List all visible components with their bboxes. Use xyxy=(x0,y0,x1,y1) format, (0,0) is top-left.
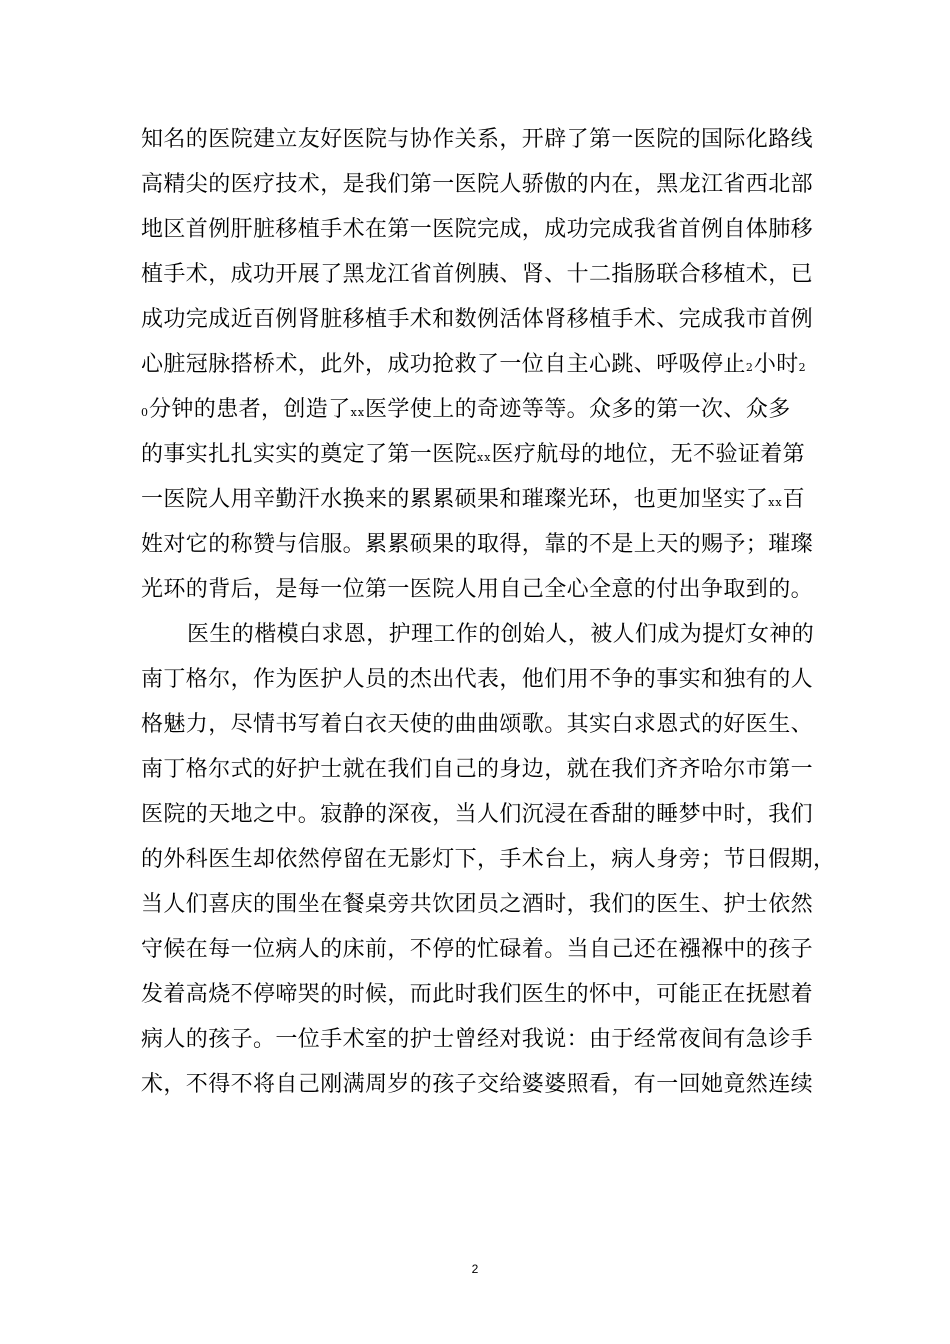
paragraph-line: 当人们喜庆的围坐在餐桌旁共饮团员之酒时，我们的医生、护士依然 xyxy=(141,892,814,917)
line-text: 百 xyxy=(782,487,806,512)
paragraph-line xyxy=(141,350,807,383)
paragraph-line: 医生的楷模白求恩，护理工作的创始人，被人们成为提灯女神的 xyxy=(187,622,815,647)
paragraph-line xyxy=(141,395,791,428)
paragraph-line: 地区首例肝脏移植手术在第一医院完成，成功完成我省首例自体肺移 xyxy=(141,217,814,242)
line-text: 一医院人用辛勤汗水换来的累累硕果和璀璨光环，也更加坚实了 xyxy=(141,487,769,512)
paragraph-line: 光环的背后，是每一位第一医院人用自己全心全意的付出争取到的。 xyxy=(141,577,814,602)
paragraph-line: 格魅力，尽情书写着白衣天使的曲曲颂歌。其实白求恩式的好医生、 xyxy=(141,712,814,737)
paragraph-line: 病人的孩子。一位手术室的护士曾经对我说：由于经常夜间有急诊手 xyxy=(141,1027,814,1052)
line-text: 心脏冠脉搭桥术，此外，成功抢救了一位自主心跳、呼吸停止 xyxy=(141,352,746,377)
line-number-text: 2 xyxy=(798,361,807,374)
paragraph-line: 成功完成近百例肾脏移植手术和数例活体肾移植手术、完成我市首例 xyxy=(141,307,814,332)
line-text: 分钟的患者，创造了 xyxy=(149,397,351,422)
line-text: 医疗航母的地位，无不验证着第 xyxy=(491,442,806,467)
line-text: 的事实扎扎实实的奠定了第一医院 xyxy=(141,442,478,467)
paragraph-line: 南丁格尔，作为医护人员的杰出代表，他们用不争的事实和独有的人 xyxy=(141,667,814,692)
line-placeholder-text: xx xyxy=(768,496,783,509)
paragraph-line: 发着高烧不停啼哭的时候，而此时我们医生的怀中，可能正在抚慰着 xyxy=(141,982,814,1007)
line-placeholder-text: xx xyxy=(477,451,492,464)
paragraph-line: 医院的天地之中。寂静的深夜，当人们沉浸在香甜的睡梦中时，我们 xyxy=(141,802,814,827)
paragraph-line xyxy=(141,440,805,473)
paragraph-line: 姓对它的称赞与信服。累累硕果的取得，靠的不是上天的赐予；璀璨 xyxy=(141,532,814,557)
line-number-text: 0 xyxy=(141,406,149,419)
paragraph-line: 的外科医生却依然停留在无影灯下，手术台上，病人身旁；节日假期， xyxy=(141,847,836,872)
paragraph-line: 南丁格尔式的好护士就在我们自己的身边，就在我们齐齐哈尔市第一 xyxy=(141,757,814,782)
line-text: 医学使上的奇迹等等。众多的第一次、众多 xyxy=(365,397,791,422)
paragraph-line: 知名的医院建立友好医院与协作关系，开辟了第一医院的国际化路线 xyxy=(141,127,814,152)
line-text: 小时 xyxy=(753,352,799,377)
paragraph-line: 守候在每一位病人的床前，不停的忙碌着。当自己还在襁褓中的孩子 xyxy=(141,937,814,962)
line-placeholder-text: xx xyxy=(350,406,366,419)
paragraph-line xyxy=(141,485,805,518)
line-number-text: 2 xyxy=(745,361,754,374)
paragraph-line: 植手术，成功开展了黑龙江省首例胰、肾、十二指肠联合移植术，已 xyxy=(141,262,814,287)
paragraph-line: 高精尖的医疗技术，是我们第一医院人骄傲的内在，黑龙江省西北部 xyxy=(141,172,814,197)
paragraph-line: 术，不得不将自己刚满周岁的孩子交给婆婆照看，有一回她竟然连续 xyxy=(141,1072,814,1097)
page-number: 2 xyxy=(471,1262,479,1276)
